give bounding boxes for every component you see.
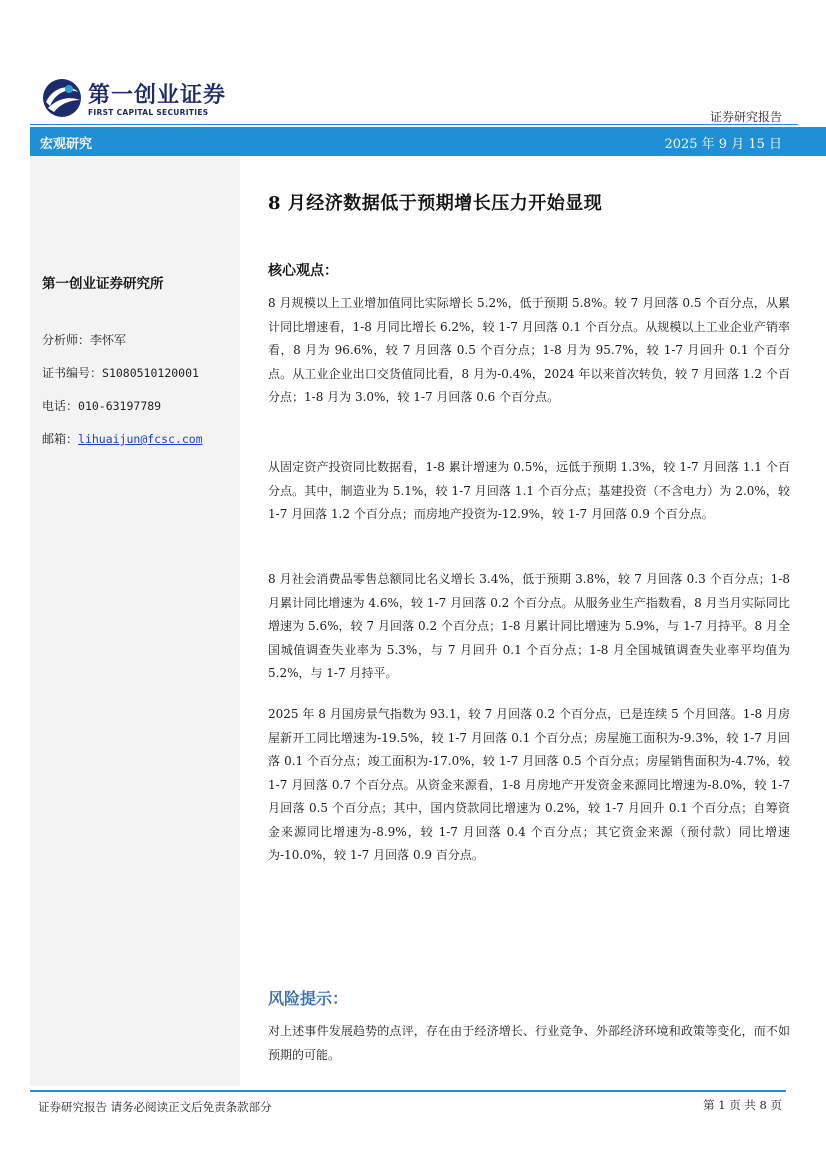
phone-row	[42, 397, 161, 414]
logo-chinese-name: 第一创业证券	[88, 83, 227, 108]
sidebar-panel	[30, 156, 240, 1086]
analyst-name: 李怀军	[90, 333, 127, 347]
paragraph-fixed-asset-investment: 从固定资产投资同比数据看，1-8 累计增速为 0.5%，远低于预期 1.3%，较 1-7 月回落 1.1 个百分点。其中，制造业为 5.1%，较 1-7 月回落 1.1 个百分点；基建投资（不含电力）为 2.0%，较 1-7 月回落 1.2 个百分点；而房地产投资为-12.9%，较 1-7 月回落 0.9 个百分点。	[268, 460, 790, 521]
risk-warning-heading: 风险提示：	[268, 989, 349, 1008]
footer-disclaimer: 证券研究报告 请务必阅读正文后免责条款部分	[38, 1100, 272, 1114]
header-divider	[30, 124, 798, 125]
email-link[interactable]: lihuaijun@fcsc.com	[78, 432, 203, 446]
core-viewpoints-heading: 核心观点：	[268, 263, 338, 279]
email-label: 邮箱：	[42, 432, 79, 446]
email-row	[42, 430, 203, 447]
footer-divider	[30, 1090, 786, 1092]
analyst-label: 分析师：	[42, 333, 91, 347]
paragraph-real-estate: 2025 年 8 月国房景气指数为 93.1，较 7 月回落 0.2 个百分点，已是连续 5 个月回落。1-8 月房屋新开工同比增速为-19.5%，较 1-7 月回落 0.1 个百分点；房屋施工面积为-9.3%，较 1-7 月回落 0.1 个百分点；竣工面积为-17.0%，较 1-7 月回落 0.5 个百分点；房屋销售面积为-4.7%，较 1-7 月回落 0.7 个百分点。从资金来源看，1-8 月房地产开发资金来源同比增速为-8.0%，较 1-7 月回落 0.5 个百分点；其中，国内贷款同比增速为 0.2%，较 1-7 月回升 0.1 个百分点；自筹资金来源同比增速为-8.9%，较 1-7 月回落 0.4 个百分点；其它资金来源（预付款）同比增速为-10.0%，较 1-7 月回落 0.9 百分点。	[268, 707, 790, 862]
report-type-label: 证券研究报告	[709, 110, 782, 124]
globe-logo-icon	[42, 78, 82, 118]
report-date: 2025 年 9 月 15 日	[664, 137, 782, 152]
phone-number: 010-63197789	[78, 399, 162, 413]
section-label: 宏观研究	[40, 137, 93, 152]
logo-english-name: FIRST CAPITAL SECURITIES	[88, 108, 209, 117]
certificate-label: 证书编号：	[42, 366, 103, 380]
page-number: 第 1 页 共 8 页	[703, 1098, 782, 1112]
header-bar	[30, 127, 826, 156]
company-logo	[42, 78, 242, 122]
analyst-row	[42, 331, 126, 348]
certificate-row	[42, 364, 199, 381]
phone-label: 电话：	[42, 399, 79, 413]
document-title: 8 月经济数据低于预期增长压力开始显现	[268, 193, 603, 214]
certificate-number: S1080510120001	[102, 366, 199, 380]
paragraph-industrial-output: 8 月规模以上工业增加值同比实际增长 5.2%，低于预期 5.8%。较 7 月回落 0.5 个百分点，从累计同比增速看，1-8 月同比增长 6.2%，较 1-7 月回落 0.1 个百分点。从规模以上工业企业产销率看，8 月为 96.6%，较 7 月回落 0.5 个百分点；1-8 月为 95.7%，较 1-7 月回升 0.1 个百分点。从工业企业出口交货值同比看，8 月为-0.4%，2024 年以来首次转负，较 7 月回落 1.2 个百分点；1-8 月为 3.0%，较 1-7 月回落 0.6 个百分点。	[268, 296, 790, 404]
institute-name: 第一创业证券研究所	[42, 276, 164, 292]
paragraph-retail-sales: 8 月社会消费品零售总额同比名义增长 3.4%，低于预期 3.8%，较 7 月回落 0.3 个百分点；1-8 月累计同比增速为 4.6%，较 1-7 月回落 0.2 个百分点。从服务业生产指数看，8 月当月实际同比增速为 5.6%，较 7 月回落 0.2 个百分点；1-8 月累计同比增速为 5.9%，与 1-7 月持平。8 月全国城值调查失业率为 5.3%，与 7 月回升 0.1 个百分点；1-8 月全国城镇调查失业率平均值为 5.2%，与 1-7 月持平。	[268, 572, 790, 680]
risk-warning-text: 对上述事件发展趋势的点评，存在由于经济增长、行业竞争、外部经济环境和政策等变化，而不如预期的可能。	[268, 1024, 790, 1062]
